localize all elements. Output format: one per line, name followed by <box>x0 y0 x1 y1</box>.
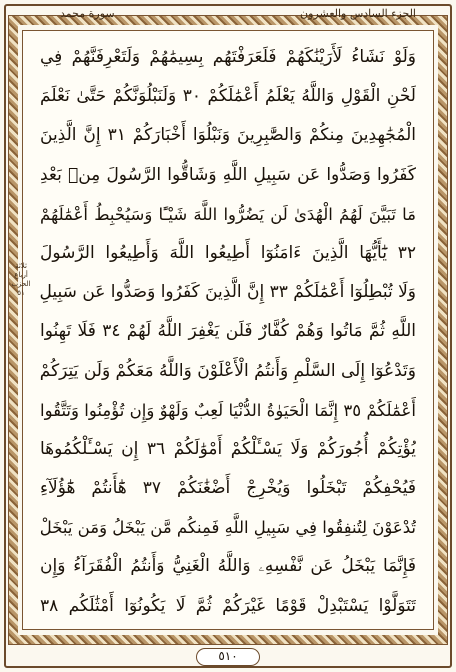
text-line: تُدْعَوْنَ لِتُنفِقُوا فِي سَبِيلِ اللَّهِ فَمِنكُم مَّن يَبْخَلُ وَمَن يَبْخَلْ <box>40 518 416 538</box>
hizb-fraction: ثلاثة أرباع <box>14 262 28 279</box>
text-line: فَيُحْفِكُمْ تَبْخَلُوا وَيُخْرِجْ أَضْغَٰنَكُمْ ٣٧ هَٰٓأَنتُمْ هَٰٓؤُلَآءِ <box>40 478 416 499</box>
text-line: ٣٢ يَٰٓأَيُّهَا الَّذِينَ ءَامَنُوٓا أَطِيعُوا اللَّهَ وَأَطِيعُوا الرَّسُولَ <box>40 242 416 263</box>
text-line: وَتَدْعُوٓا إِلَى السَّلْمِ وَأَنتُمُ الْأَعْلَوْنَ وَاللَّهُ مَعَكُمْ وَلَن يَتِرَكُمْ <box>40 360 416 381</box>
hizb-number: ٥١ <box>17 289 25 297</box>
text-line: فَإِنَّمَا يَبْخَلُ عَن نَّفْسِهِۦ وَاللَّهُ الْغَنِيُّ وَأَنتُمُ الْفُقَرَآءُ وَإِن <box>40 556 416 577</box>
text-line: وَلَوْ نَشَاءُ لَأَرَيْنَٰكَهُمْ فَلَعَرَفْتَهُم بِسِيمَٰهُمْ وَلَتَعْرِفَنَّهُمْ فِي <box>40 47 416 67</box>
quran-text <box>40 38 416 626</box>
text-line: يُؤْتِكُمْ أُجُورَكُمْ وَلَا يَسْـَٔلْكُمْ أَمْوَٰلَكُمْ ٣٦ إِن يَسْـَٔلْكُمُوهَا <box>40 438 416 459</box>
text-line: مَا تَبَيَّنَ لَهُمُ الْهُدَىٰ لَن يَضُرُّوا اللَّهَ شَيْـًٔا وَسَيُحْبِطُ أَعْمَٰلَهُمْ <box>40 204 416 224</box>
text-line: كَفَرُوا وَصَدُّوا عَن سَبِيلِ اللَّهِ وَشَاقُّوا الرَّسُولَ مِنۢ بَعْدِ <box>40 164 416 185</box>
page-number: ٥١٠ <box>196 648 260 666</box>
hizb-marker <box>8 262 34 310</box>
text-line: وَلَا تُبْطِلُوٓا أَعْمَٰلَكُمْ ٣٣ إِنَّ الَّذِينَ كَفَرُوا وَصَدُّوا عَن سَبِيلِ <box>40 282 416 303</box>
text-line: أَعْمَٰلَكُمْ ٣٥ إِنَّمَا الْحَيَوٰةُ الدُّنْيَا لَعِبٌ وَلَهْوٌ وَإِن تُؤْمِنُوا وَتَتَّقُوا <box>40 400 416 420</box>
hizb-label: الحزب <box>11 280 31 288</box>
juz-title: الجزء السادس والعشرون <box>300 7 416 20</box>
text-line: اللَّهِ ثُمَّ مَاتُوا وَهُمْ كُفَّارٌ فَلَن يَغْفِرَ اللَّهُ لَهُمْ ٣٤ فَلَا تَهِنُوا <box>40 321 416 342</box>
text-line: لَحْنِ الْقَوْلِ وَاللَّهُ يَعْلَمُ أَعْمَٰلَكُمْ ٣٠ وَلَنَبْلُوَنَّكُمْ حَتَّىٰ نَعْلَمَ <box>40 86 416 107</box>
text-line: الْمُجَٰهِدِينَ مِنكُمْ وَالصَّٰبِرِينَ وَنَبْلُوَا أَخْبَارَكُمْ ٣١ إِنَّ الَّذِينَ <box>40 125 416 146</box>
page-header <box>0 4 456 26</box>
surah-title: سورة محمد <box>60 7 115 20</box>
text-line: تَتَوَلَّوْا يَسْتَبْدِلْ قَوْمًا غَيْرَكُمْ ثُمَّ لَا يَكُونُوٓا أَمْثَٰلَكُم ٣٨ <box>40 595 416 616</box>
